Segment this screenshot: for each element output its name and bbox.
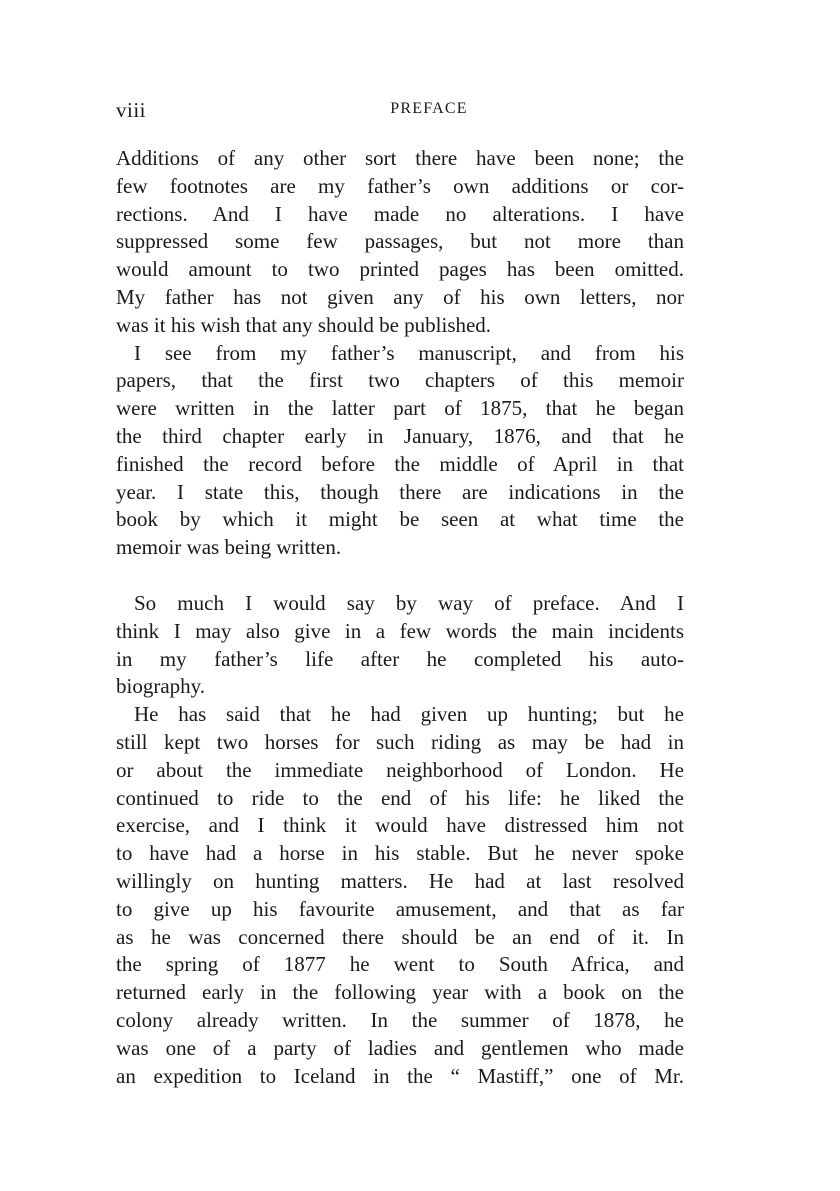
text-line: Additions of any other sort there have been none; the — [116, 146, 684, 170]
text-line: or about the immediate neighborhood of London. He — [116, 757, 684, 782]
text-line: I see from my father’s manuscript, and from his — [134, 340, 684, 365]
text-line: colony already written. In the summer of 1878, he — [116, 1007, 684, 1032]
text-line: to give up his favourite amusement, and that as far — [116, 896, 684, 921]
text-line: papers, that the first two chapters of this memoir — [116, 368, 684, 393]
text-line: was one of a party of ladies and gentlemen who made — [116, 1035, 684, 1060]
text-line: would amount to two printed pages has been omitted. — [116, 257, 684, 282]
paragraph-4 — [116, 701, 684, 1090]
text-line: rections. And I have made no alterations. I have — [116, 201, 684, 226]
section-break — [116, 562, 684, 590]
text-line: memoir was being written. — [116, 535, 342, 560]
text-line: continued to ride to the end of his life: he liked the — [116, 785, 684, 810]
text-line: finished the record before the middle of April in that — [116, 451, 684, 476]
text-line: the spring of 1877 he went to South Africa, and — [116, 952, 684, 977]
text-line: He has said that he had given up hunting; but he — [134, 702, 684, 727]
text-line: willingly on hunting matters. He had at last resolved — [116, 868, 684, 893]
text-line: an expedition to Iceland in the “ Mastiff,” one of Mr. — [116, 1063, 684, 1088]
running-title: PREFACE — [390, 100, 468, 117]
text-line: returned early in the following year with a book on the — [116, 980, 684, 1005]
text-line: few footnotes are my father’s own additions or cor- — [116, 173, 684, 198]
text-line: the third chapter early in January, 1876, and that he — [116, 423, 684, 448]
text-line: in my father’s life after he completed his auto- — [116, 646, 684, 671]
text-line: exercise, and I think it would have distressed him not — [116, 813, 684, 838]
text-line: suppressed some few passages, but not more than — [116, 229, 684, 254]
text-line: biography. — [116, 674, 206, 699]
text-line: was it his wish that any should be published. — [116, 312, 492, 337]
text-line: book by which it might be seen at what time the — [116, 507, 684, 532]
text-line: So much I would say by way of preface. And I — [134, 590, 684, 615]
page-number: viii — [116, 98, 147, 122]
paragraph-1 — [116, 145, 684, 340]
text-line: My father has not given any of his own letters, nor — [116, 284, 684, 309]
paragraph-3 — [116, 590, 684, 701]
text-line: still kept two horses for such riding as may be had in — [116, 729, 684, 754]
body-text — [116, 145, 684, 1090]
text-line: to have had a horse in his stable. But he never spoke — [116, 841, 684, 866]
text-line: were written in the latter part of 1875, that he began — [116, 396, 684, 421]
text-line: as he was concerned there should be an end of it. In — [116, 924, 684, 949]
running-head — [116, 98, 684, 126]
paragraph-2 — [116, 340, 684, 562]
text-line: year. I state this, though there are indications in the — [116, 479, 684, 504]
text-line: think I may also give in a few words the main incidents — [116, 618, 684, 643]
